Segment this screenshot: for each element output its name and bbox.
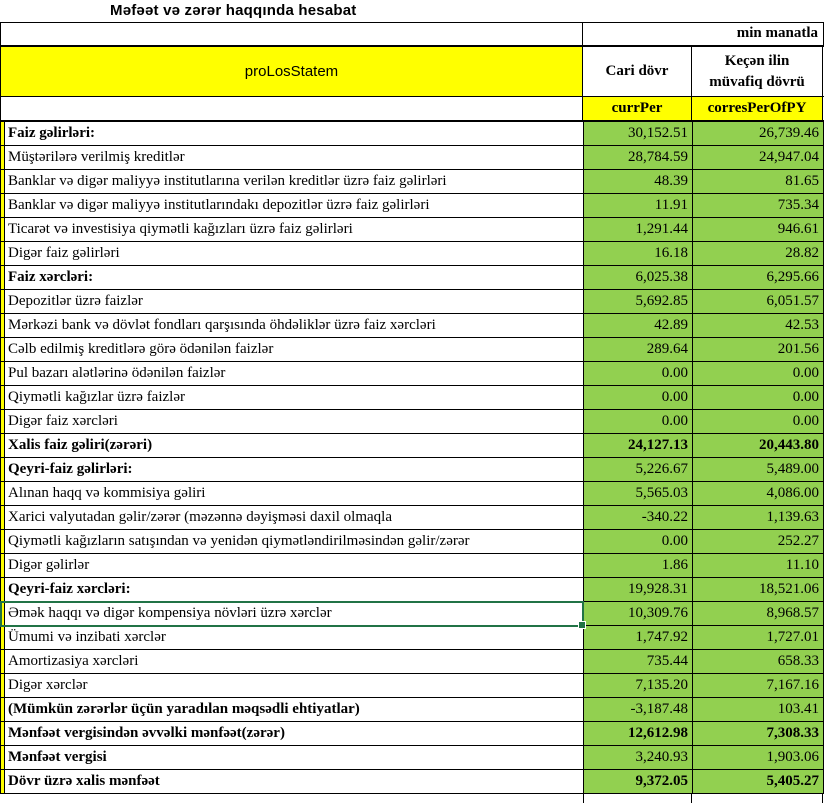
table-row (0, 362, 824, 386)
curr-value-cell[interactable]: 10,309.76 (584, 602, 693, 625)
row-label-cell[interactable]: Alınan haqq və kommisiya gəliri (5, 482, 584, 505)
row-label-cell[interactable]: Amortizasiya xərcləri (5, 650, 584, 673)
curr-value-cell[interactable]: 3,240.93 (584, 746, 693, 769)
table-row (0, 218, 824, 242)
row-label-cell[interactable]: Banklar və digər maliyyə institutlarındakı depozitlər üzrə faiz gəlirləri (5, 194, 584, 217)
data-rows (0, 120, 824, 794)
prev-value-cell[interactable]: 201.56 (693, 338, 824, 361)
table-row (0, 626, 824, 650)
curr-value-cell[interactable]: 24,127.13 (584, 434, 693, 457)
prev-value-cell[interactable]: 7,167.16 (693, 674, 824, 697)
curr-value-cell[interactable]: 1.86 (584, 554, 693, 577)
curr-value-cell[interactable]: 9,372.05 (584, 770, 693, 793)
prev-value-cell[interactable]: 252.27 (693, 530, 824, 553)
row-label-cell[interactable]: Qeyri-faiz xərcləri: (5, 578, 584, 601)
table-row (0, 434, 824, 458)
table-row (0, 122, 824, 146)
table-row (0, 722, 824, 746)
table-row (0, 386, 824, 410)
row-label-cell[interactable]: Digər gəlirlər (5, 554, 584, 577)
row-label-cell[interactable]: Cəlb edilmiş kreditlərə görə ödənilən faizlər (5, 338, 584, 361)
field-name-row (0, 97, 824, 120)
row-label-cell[interactable]: Banklar və digər maliyyə institutlarına verilən kreditlər üzrə faiz gəlirləri (5, 170, 584, 193)
row-label-cell[interactable]: Digər faiz xərcləri (5, 410, 584, 433)
row-label-cell[interactable]: Qeyri-faiz gəlirləri: (5, 458, 584, 481)
prev-value-cell[interactable]: 8,968.57 (693, 602, 824, 625)
table-row (0, 338, 824, 362)
header-prev-period-cell[interactable] (692, 47, 823, 96)
bottom-prev-empty-cell[interactable] (692, 794, 823, 803)
table-row (0, 530, 824, 554)
prev-value-cell[interactable]: 6,295.66 (693, 266, 824, 289)
curr-value-cell[interactable]: -340.22 (584, 506, 693, 529)
row-label-cell[interactable]: Mərkəzi bank və dövlət fondları qarşısında öhdəliklər üzrə faiz xərcləri (5, 314, 584, 337)
prev-value-cell[interactable]: 26,739.46 (693, 122, 824, 145)
prev-value-cell[interactable]: 20,443.80 (693, 434, 824, 457)
table-row (0, 242, 824, 266)
row-label-cell[interactable]: Müştərilərə verilmiş kreditlər (5, 146, 584, 169)
row-label-cell[interactable]: Ümumi və inzibati xərclər (5, 626, 584, 649)
table-row (0, 674, 824, 698)
curr-value-cell[interactable]: 0.00 (584, 362, 693, 385)
row-label-cell[interactable]: Qiymətli kağızlar üzrə faizlər (5, 386, 584, 409)
prev-value-cell[interactable]: 28.82 (693, 242, 824, 265)
prev-value-cell[interactable]: 1,903.06 (693, 746, 824, 769)
table-row (0, 314, 824, 338)
row-label-cell[interactable]: Ticarət və investisiya qiymətli kağızları üzrə faiz gəlirləri (5, 218, 584, 241)
prev-value-cell[interactable]: 103.41 (693, 698, 824, 721)
header-prev-period-line1: Keçən ilin (724, 52, 790, 69)
row-label-cell[interactable]: Depozitlər üzrə faizlər (5, 290, 584, 313)
curr-value-cell[interactable]: 5,692.85 (584, 290, 693, 313)
prev-value-cell[interactable]: 735.34 (693, 194, 824, 217)
table-header-row (0, 45, 824, 97)
prev-value-cell[interactable]: 658.33 (693, 650, 824, 673)
prev-value-cell[interactable]: 4,086.00 (693, 482, 824, 505)
report-title: Məfəət və zərər haqqında hesabat (110, 2, 357, 19)
prev-value-cell[interactable]: 5,489.00 (693, 458, 824, 481)
header-prolosstatem-cell[interactable]: proLosStatem (1, 47, 583, 96)
prev-value-cell[interactable]: 0.00 (693, 386, 824, 409)
prev-value-cell[interactable]: 18,521.06 (693, 578, 824, 601)
table-row (0, 146, 824, 170)
table-row (0, 482, 824, 506)
row-label-cell[interactable]: Mənfəət vergisindən əvvəlki mənfəət(zərər) (5, 722, 584, 745)
unit-row (0, 22, 824, 45)
fill-handle-icon[interactable] (578, 621, 586, 629)
table-row (0, 578, 824, 602)
curr-value-cell[interactable]: 28,784.59 (584, 146, 693, 169)
curr-value-cell[interactable]: 48.39 (584, 170, 693, 193)
table-row (0, 170, 824, 194)
curr-value-cell[interactable]: 42.89 (584, 314, 693, 337)
unit-row-empty-cell[interactable] (1, 23, 583, 45)
prev-value-cell[interactable]: 1,139.63 (693, 506, 824, 529)
row-label-cell[interactable]: Qiymətli kağızların satışından və yenidən qiymətləndirilməsindən gəlir/zərər (5, 530, 584, 553)
bottom-spacer (0, 794, 583, 803)
curr-value-cell[interactable]: 30,152.51 (584, 122, 693, 145)
prev-value-cell[interactable]: 11.10 (693, 554, 824, 577)
table-row (0, 602, 824, 626)
header-current-period-cell[interactable]: Cari dövr (583, 47, 692, 96)
curr-value-cell[interactable]: 1,291.44 (584, 218, 693, 241)
curr-value-cell[interactable]: 735.44 (584, 650, 693, 673)
bottom-curr-empty-cell[interactable] (583, 794, 692, 803)
row-label-cell[interactable]: Əmək haqqı və digər kompensiya növləri üzrə xərclər (5, 602, 584, 625)
table-row (0, 698, 824, 722)
prev-value-cell[interactable]: 0.00 (693, 362, 824, 385)
curr-value-cell[interactable]: 0.00 (584, 386, 693, 409)
prev-value-cell[interactable]: 24,947.04 (693, 146, 824, 169)
row-label-cell[interactable]: Digər faiz gəlirləri (5, 242, 584, 265)
bottom-partial-row (0, 794, 824, 803)
row-label-cell[interactable]: Digər xərclər (5, 674, 584, 697)
field-currper-cell[interactable]: currPer (583, 97, 692, 120)
unit-label: min manatla (736, 25, 818, 41)
field-name-empty-cell[interactable] (1, 97, 583, 120)
curr-value-cell[interactable]: 289.64 (584, 338, 693, 361)
row-label-cell[interactable]: Xarici valyutadan gəlir/zərər (məzənnə dəyişməsi daxil olmaqla (5, 506, 584, 529)
curr-value-cell[interactable]: 1,747.92 (584, 626, 693, 649)
table-row (0, 290, 824, 314)
table-row (0, 770, 824, 794)
prev-value-cell[interactable]: 0.00 (693, 410, 824, 433)
curr-value-cell[interactable]: 0.00 (584, 410, 693, 433)
prev-value-cell[interactable]: 81.65 (693, 170, 824, 193)
row-label-cell[interactable]: Pul bazarı alətlərinə ödənilən faizlər (5, 362, 584, 385)
table-row (0, 410, 824, 434)
curr-value-cell[interactable]: 5,565.03 (584, 482, 693, 505)
table-row (0, 194, 824, 218)
prev-value-cell[interactable]: 946.61 (693, 218, 824, 241)
curr-value-cell[interactable]: 11.91 (584, 194, 693, 217)
prev-value-cell[interactable]: 5,405.27 (693, 770, 824, 793)
prev-value-cell[interactable]: 7,308.33 (693, 722, 824, 745)
table-row (0, 650, 824, 674)
curr-value-cell[interactable]: -3,187.48 (584, 698, 693, 721)
table-row (0, 554, 824, 578)
table-row (0, 746, 824, 770)
curr-value-cell[interactable]: 5,226.67 (584, 458, 693, 481)
curr-value-cell[interactable]: 12,612.98 (584, 722, 693, 745)
row-label-cell[interactable]: Xalis faiz gəliri(zərəri) (5, 434, 584, 457)
table-row (0, 506, 824, 530)
row-label-cell[interactable]: Mənfəət vergisi (5, 746, 584, 769)
row-label-cell[interactable]: Faiz gəlirləri: (5, 122, 584, 145)
curr-value-cell[interactable]: 6,025.38 (584, 266, 693, 289)
row-label-cell[interactable]: Dövr üzrə xalis mənfəət (5, 770, 584, 793)
row-label-cell[interactable]: Faiz xərcləri: (5, 266, 584, 289)
prev-value-cell[interactable]: 42.53 (693, 314, 824, 337)
curr-value-cell[interactable]: 0.00 (584, 530, 693, 553)
header-prev-period-line2: müvafiq dövrü (709, 73, 805, 90)
field-corresperofpy-cell[interactable]: corresPerOfPY (692, 97, 823, 120)
row-label-cell[interactable]: (Mümkün zərərlər üçün yaradılan məqsədli ehtiyatlar) (5, 698, 584, 721)
prev-value-cell[interactable]: 1,727.01 (693, 626, 824, 649)
table-row (0, 266, 824, 290)
curr-value-cell[interactable]: 16.18 (584, 242, 693, 265)
curr-value-cell[interactable]: 19,928.31 (584, 578, 693, 601)
curr-value-cell[interactable]: 7,135.20 (584, 674, 693, 697)
prev-value-cell[interactable]: 6,051.57 (693, 290, 824, 313)
table-row (0, 458, 824, 482)
